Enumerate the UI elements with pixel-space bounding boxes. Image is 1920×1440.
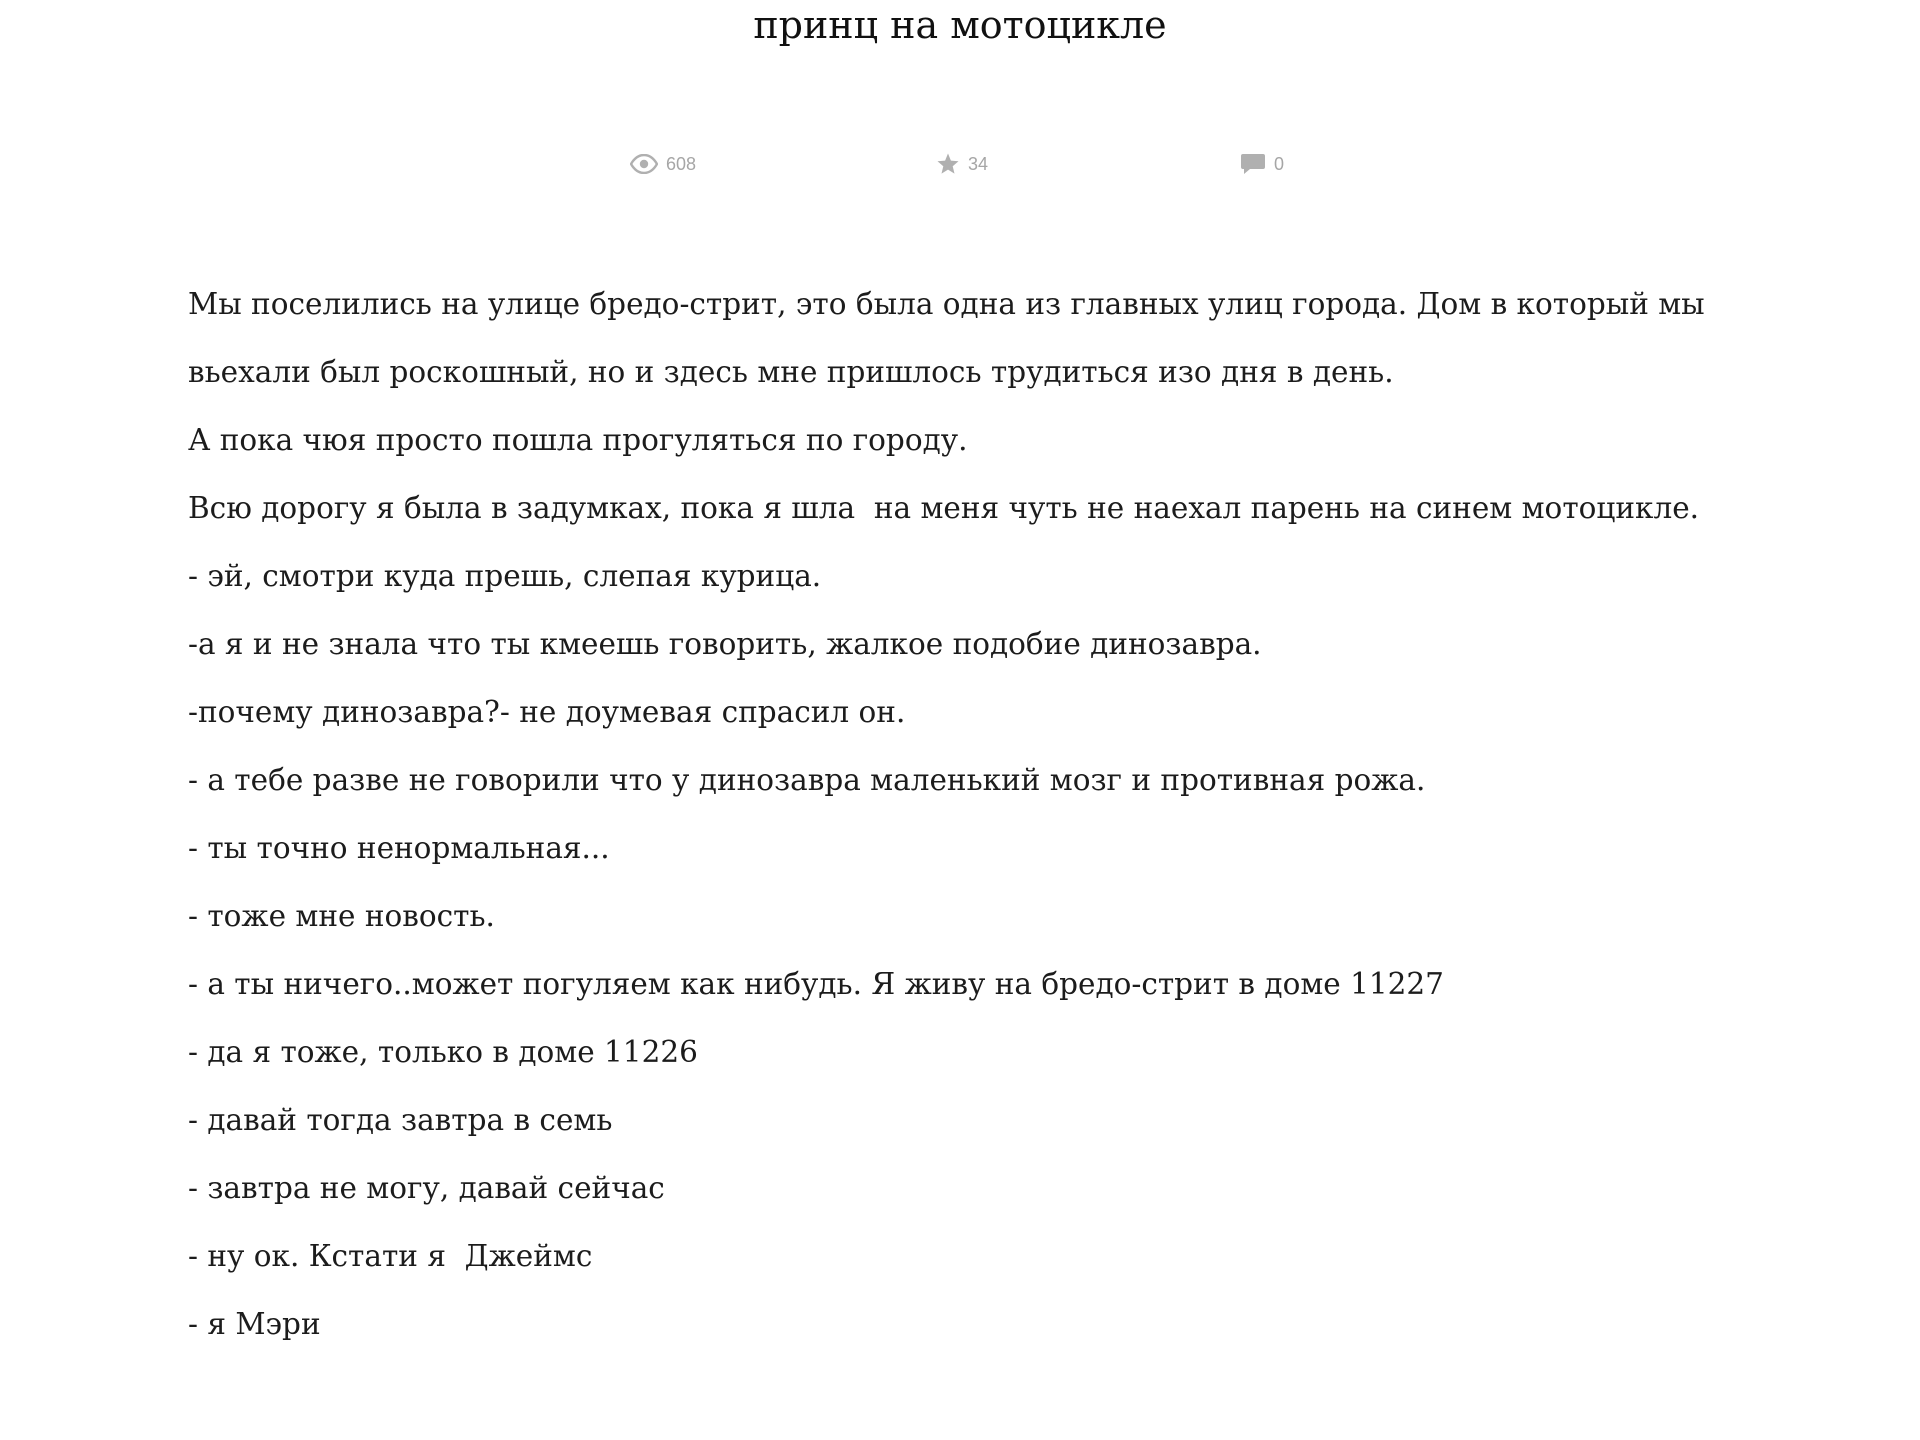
paragraph: - я Мэри <box>188 1307 321 1341</box>
paragraph: - да я тоже, только в доме 11226 <box>188 1035 698 1069</box>
paragraph: Мы поселились на улице бредо-стрит, это была одна из главных улиц города. Дом в который мы вьехали был роскошный, но и здесь мне пришлось трудиться изо дня в день. <box>188 287 1715 389</box>
views-count: 608 <box>666 153 697 174</box>
paragraph: - а ты ничего..может погуляем как нибудь. Я живу на бредо-стрит в доме 11227 <box>188 967 1444 1001</box>
story-body <box>188 270 1768 1358</box>
paragraph: Всю дорогу я была в задумках, пока я шла на меня чуть не наехал парень на синем мотоцикле. <box>188 491 1700 525</box>
favorites-stat <box>936 148 988 180</box>
comment-icon <box>1240 152 1266 176</box>
story-title: принц на мотоцикле <box>753 3 1167 47</box>
eye-icon <box>630 154 658 174</box>
star-icon <box>936 152 960 176</box>
comments-count: 0 <box>1274 153 1285 174</box>
comments-stat <box>1240 148 1284 180</box>
paragraph: - тоже мне новость. <box>188 899 495 933</box>
favorites-count: 34 <box>968 153 989 174</box>
paragraph: - давай тогда завтра в семь <box>188 1103 613 1137</box>
paragraph: - ты точно ненормальная... <box>188 831 610 865</box>
views-stat <box>630 148 696 180</box>
paragraph: - а тебе разве не говорили что у динозавра маленький мозг и противная рожа. <box>188 763 1426 797</box>
paragraph: - завтра не могу, давай сейчас <box>188 1171 665 1205</box>
paragraph: - эй, смотри куда прешь, слепая курица. <box>188 559 822 593</box>
paragraph: А пока чюя просто пошла прогуляться по городу. <box>188 423 968 457</box>
paragraph: - ну ок. Кстати я Джеймс <box>188 1239 593 1273</box>
paragraph: -а я и не знала что ты кмеешь говорить, жалкое подобие динозавра. <box>188 627 1262 661</box>
story-stats <box>0 148 1920 180</box>
paragraph: -почему динозавра?- не доумевая спрасил он. <box>188 695 906 729</box>
